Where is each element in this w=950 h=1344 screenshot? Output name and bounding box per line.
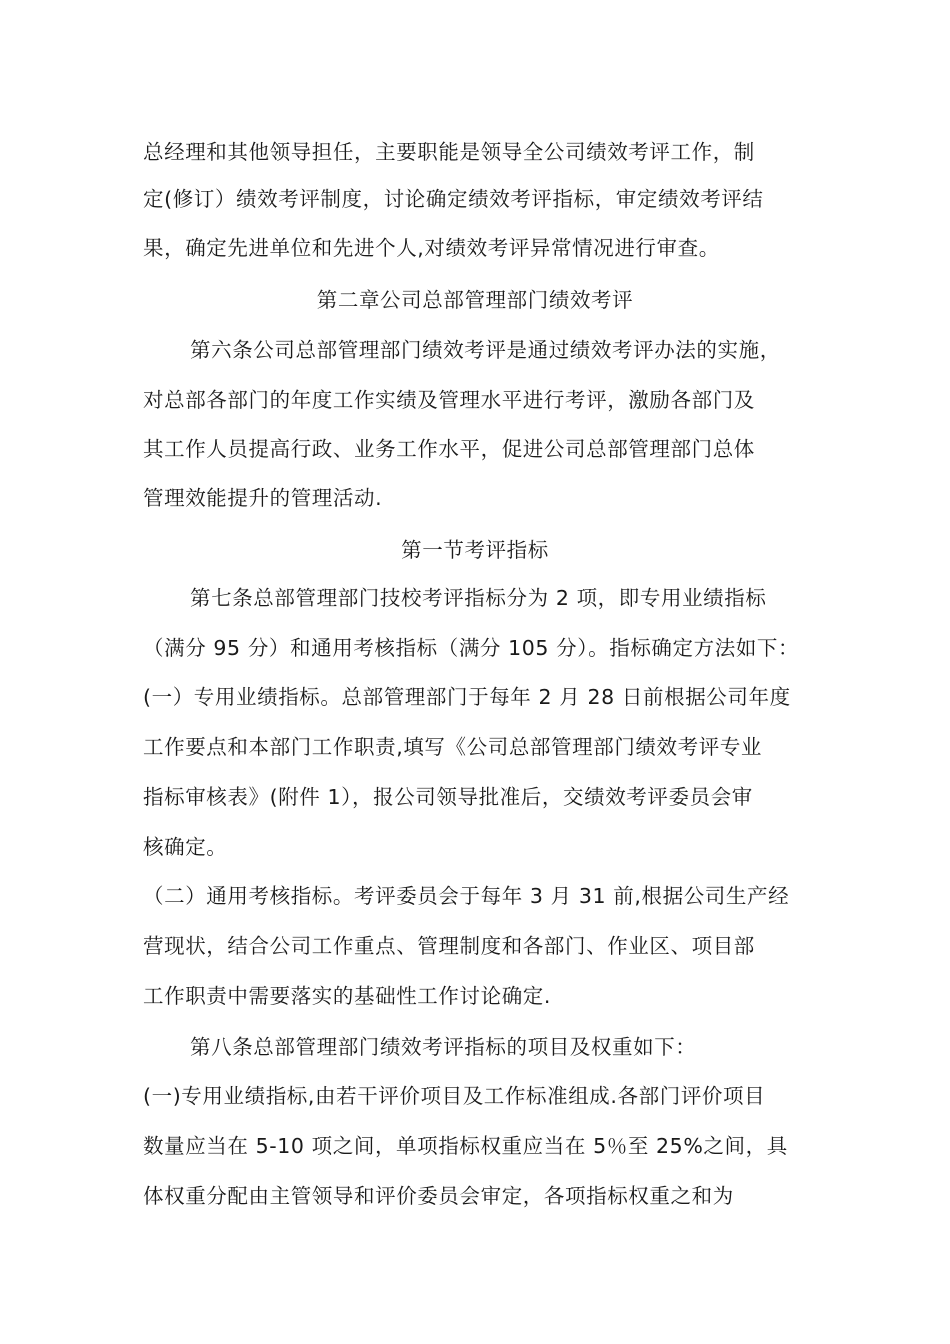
body-text-line: 数量应当在 5-10 项之间，单项指标权重应当在 5％至 25%之间，具 [143,1134,788,1158]
article-8-text: 第八条总部管理部门绩效考评指标的项目及权重如下： [190,1035,697,1059]
chapter-heading: 第二章公司总部管理部门绩效考评 [316,288,634,312]
body-text-line: 管理效能提升的管理活动. [143,486,383,510]
section-heading: 第一节考评指标 [401,538,549,562]
body-text-line: （二）通用考核指标。考评委员会于每年 3 月 31 前,根据公司生产经 [143,884,790,908]
body-text-line: 工作职责中需要落实的基础性工作讨论确定. [143,984,552,1008]
body-text-line: 体权重分配由主管领导和评价委员会审定，各项指标权重之和为 [143,1184,734,1208]
body-text-line: 其工作人员提高行政、业务工作水平，促进公司总部管理部门总体 [143,437,755,461]
body-text-line: 工作要点和本部门工作职责,填写《公司总部管理部门绩效考评专业 [143,735,763,759]
body-text-line: 营现状，结合公司工作重点、管理制度和各部门、作业区、项目部 [143,934,755,958]
body-text-line: 果，确定先进单位和先进个人,对绩效考评异常情况进行审查。 [143,236,720,260]
article-6-text: 第六条公司总部管理部门绩效考评是通过绩效考评办法的实施， [190,338,781,362]
body-text-line: 指标审核表》(附件 1），报公司领导批准后，交绩效考评委员会审 [143,785,753,809]
body-text-line: 总经理和其他领导担任，主要职能是领导全公司绩效考评工作，制 [143,140,755,164]
body-text-line: 定(修订）绩效考评制度，讨论确定绩效考评指标，审定绩效考评结 [143,187,764,211]
body-text-line: 对总部各部门的年度工作实绩及管理水平进行考评，激励各部门及 [143,388,755,412]
body-text-line: (一）专用业绩指标。总部管理部门于每年 2 月 28 日前根据公司年度 [143,685,791,709]
body-text-line: (一)专用业绩指标,由若干评价项目及工作标准组成.各部门评价项目 [143,1084,766,1108]
article-7-text: 第七条总部管理部门技校考评指标分为 2 项，即专用业绩指标 [190,586,767,610]
body-text-line: 核确定。 [143,835,228,859]
body-text-line: （满分 95 分）和通用考核指标（满分 105 分）。指标确定方法如下： [143,636,800,660]
